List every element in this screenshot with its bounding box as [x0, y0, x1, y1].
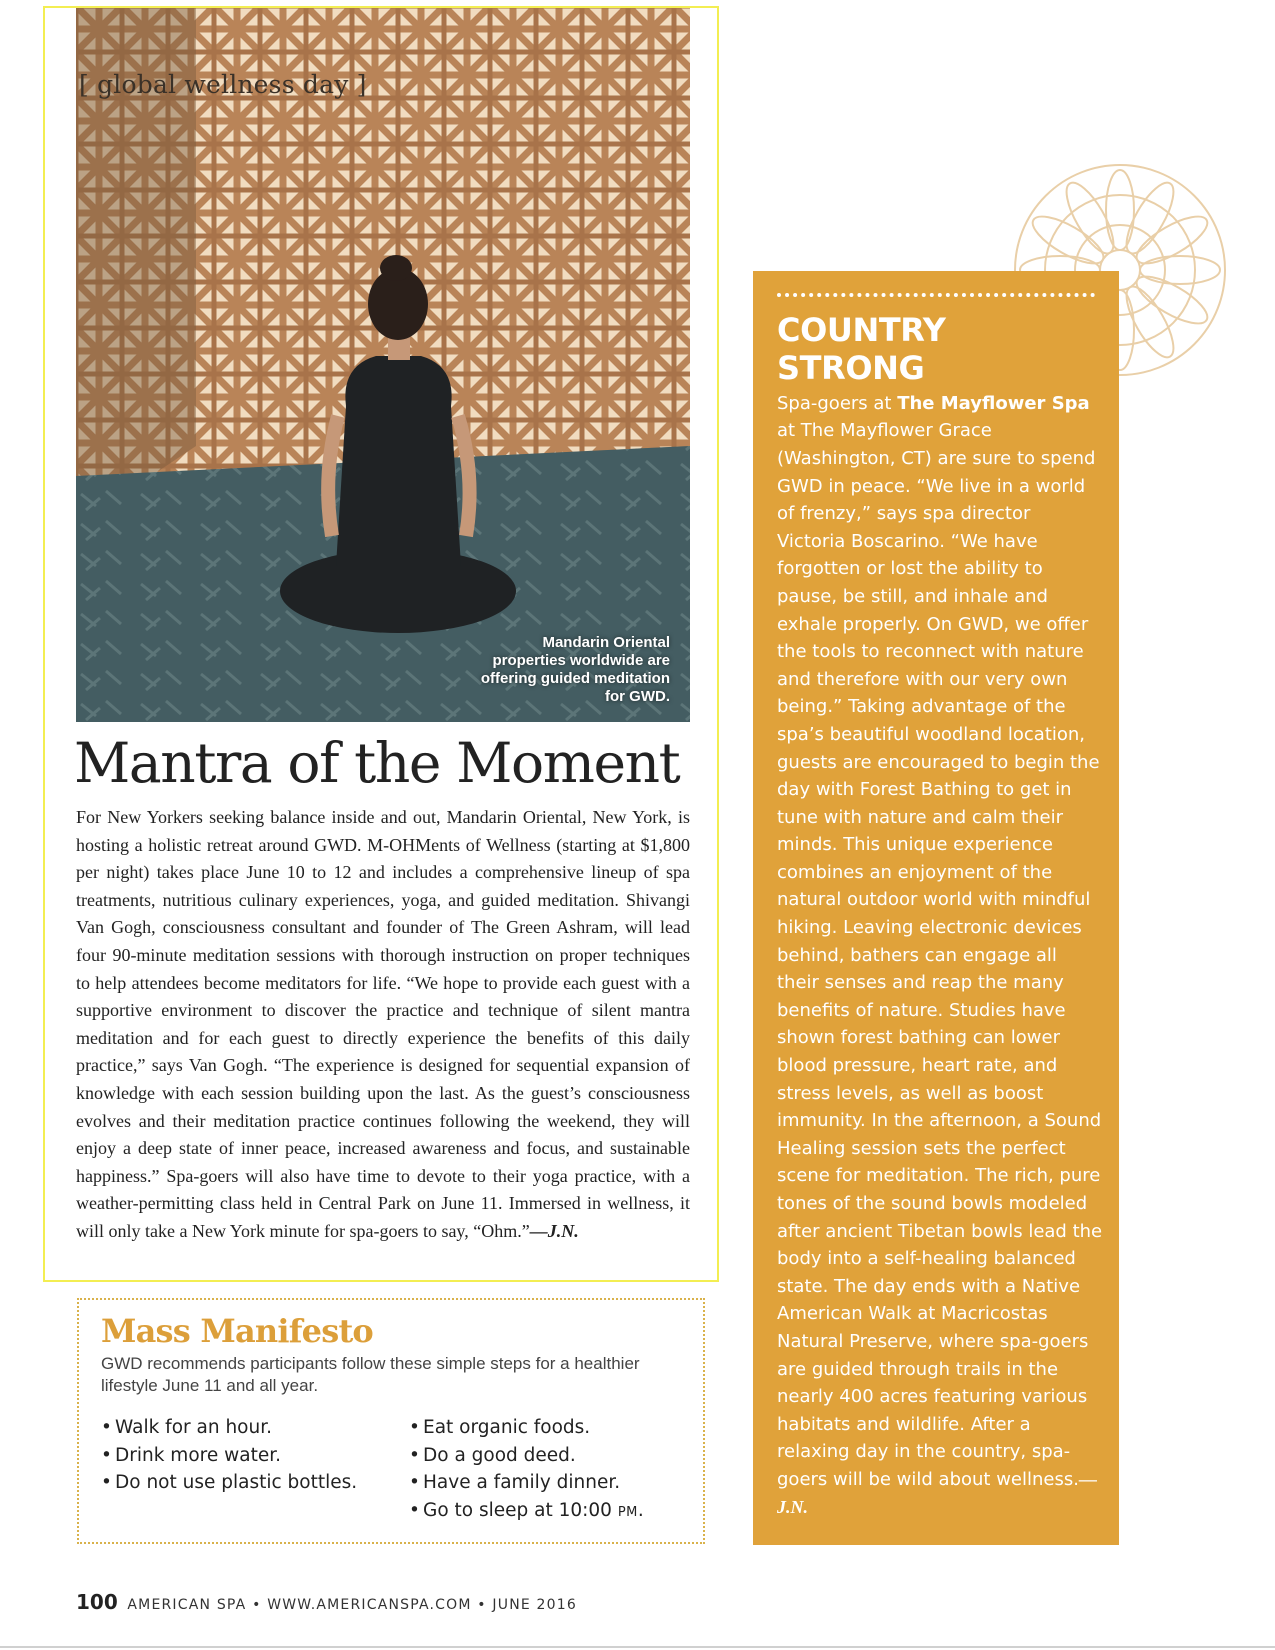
list-item: • Drink more water.: [101, 1442, 361, 1470]
sidebar-intro: Spa-goers at: [777, 392, 898, 414]
article-body: [76, 804, 690, 1246]
sidebar-text: at The Mayflower Grace (Washington, CT) are sure to spend GWD in peace. “We live in a world of frenzy,” says spa director Victoria Boscarino. “We have forgotten or lost the ability to pause, be still, and inhale and exhale properly. On GWD, we offer the tools to reconnect with nature and therefore with our very own being.” Taking advantage of the spa’s beautiful woodland location, guests are encouraged to begin the day with Forest Bathing to get in tune with nature and calm their minds. This unique experience combines an enjoyment of the natural outdoor world with mindful hiking. Leaving electronic devices behind, bathers can engage all their senses and reap the many benefits of nature. Studies have shown forest bathing can lower blood pressure, heart rate, and stress levels, as well as boost immunity. In the afternoon, a Sound Healing session sets the perfect scene for meditation. The rich, pure tones of the sound bowls modeled after ancient Tibetan bowls lead the body into a self-healing balanced state. The day ends with a Native American Walk at Macricostas Natural Preserve, where spa-goers are guided through trails in the nearly 400 acres featuring various habitats and wildlife. After a relaxing day in the country, spa-goers will be wild about wellness.: [777, 420, 1103, 1490]
photo-caption: Mandarin Oriental properties worldwide are offering guided meditation for GWD.: [480, 634, 670, 705]
country-strong-sidebar: [753, 271, 1119, 1545]
meditation-illustration: [76, 6, 690, 722]
sidebar-body: [777, 390, 1103, 1521]
article-text: For New Yorkers seeking balance inside and out, Mandarin Oriental, New York, is hosting a holistic retreat around GWD. M-OHMents of Wellness (starting at $1,800 per night) takes place June 10 to 12 and includes a comprehensive lineup of spa treatments, nutritious culinary experiences, yoga, and guided meditation. Shivangi Van Gogh, consciousness consultant and founder of The Green Ashram, will lead four 90-minute meditation sessions with thorough instruction on proper techniques to help attendees become meditators for life. “We hope to provide each guest with a supportive environment to discover the practice and technique of silent mantra meditation and for each guest to directly experience the benefits of this daily practice,” says Van Gogh. “The experience is designed for sequential expansion of knowledge with each session building upon the last. As the guest’s consciousness evolves and their meditation practice continues following the weekend, they will enjoy a deep state of inner peace, increased awareness and focus, and sustainable happiness.” Spa-goers will also have time to devote to their yoga practice, with a weather-permitting class held in Central Park on June 11. Immersed in wellness, it will only take a New York minute for spa-goers to say, “Ohm.”: [76, 807, 690, 1241]
list-item: • Do not use plastic bottles.: [101, 1469, 361, 1497]
article-headline: Mantra of the Moment: [74, 731, 680, 795]
sidebar-signature: —J.N.: [777, 1468, 1097, 1517]
publication-info: AMERICAN SPA • WWW.AMERICANSPA.COM • JUNE 2016: [127, 1597, 577, 1613]
dotted-rule: [777, 293, 1095, 297]
manifesto-intro: GWD recommends participants follow these simple steps for a healthier lifestyle June 11 and all year.: [101, 1354, 640, 1396]
mass-manifesto-box: [77, 1298, 705, 1544]
last-step-suffix: PM: [617, 1504, 638, 1520]
page-number: 100: [76, 1590, 118, 1614]
meditation-photo: [76, 6, 690, 722]
list-item: • Eat organic foods.: [409, 1414, 689, 1442]
manifesto-title: Mass Manifesto: [101, 1312, 373, 1350]
list-item: • Walk for an hour.: [101, 1414, 361, 1442]
list-item: [409, 1497, 689, 1527]
steps-right-list: [409, 1414, 689, 1526]
last-step-text: Go to sleep at 10:00: [423, 1499, 612, 1521]
divider: [0, 1646, 1275, 1648]
spa-name: The Mayflower Spa: [897, 392, 1090, 414]
last-step-end: .: [637, 1499, 644, 1521]
sidebar-title: COUNTRY STRONG: [777, 311, 946, 388]
list-item: • Do a good deed.: [409, 1442, 689, 1470]
page-footer: [76, 1590, 577, 1614]
article-signature: —J.N.: [529, 1220, 579, 1241]
steps-left-list: [101, 1414, 361, 1497]
list-item: • Have a family dinner.: [409, 1469, 689, 1497]
section-tag: [ global wellness day ]: [79, 70, 367, 99]
